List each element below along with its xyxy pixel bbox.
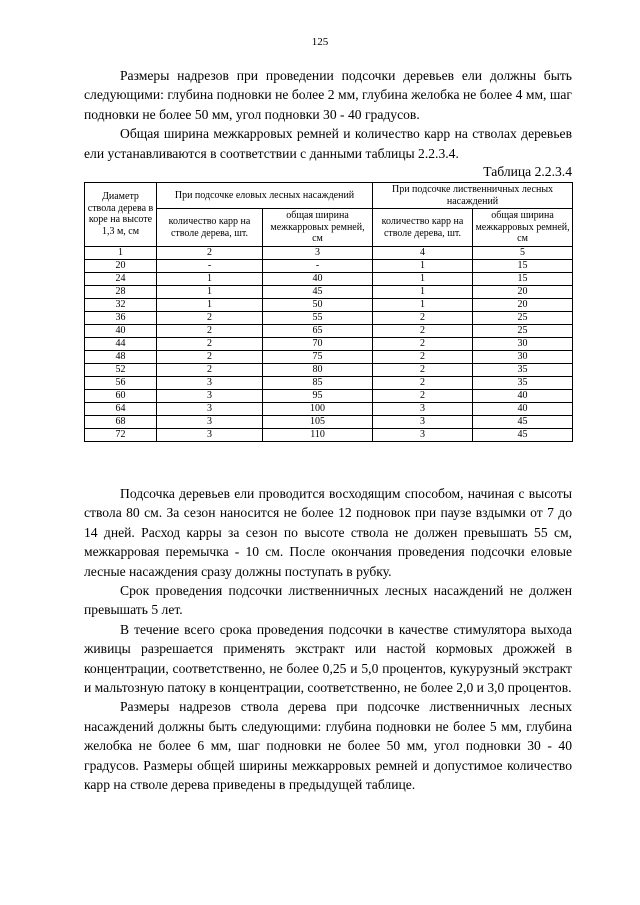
cell-diameter: 60	[85, 389, 157, 402]
cell-diameter: 24	[85, 272, 157, 285]
cell-diameter: 52	[85, 363, 157, 376]
paragraph-spruce-method: Подсочка деревьев ели проводится восходящим способом, начиная с высоты ствола 80 см. За сезон наносится не более 12 подновок при паузе вздымки от 7 до 14 дней. Расход карры за сезон по высоте ствола не должен превышать 55 см, межкарровая перемычка - 10 см. После окончания проведения подсочки еловые лесные насаждения сразу должны поступать в рубку.	[84, 486, 572, 579]
cell-spruce-width: 110	[263, 428, 373, 441]
cell-larch-count: 2	[373, 324, 473, 337]
paragraph-table-reference: Общая ширина межкарровых ремней и количество карр на стволах деревьев ели устанавливаются в соответствии с данными таблицы 2.2.3.4.	[84, 126, 572, 161]
cell-diameter: 64	[85, 402, 157, 415]
cell-diameter: 68	[85, 415, 157, 428]
cell-diameter: 20	[85, 259, 157, 272]
cell-larch-count: 1	[373, 298, 473, 311]
column-number: 3	[263, 246, 373, 259]
table-row	[85, 402, 573, 415]
cell-diameter: 36	[85, 311, 157, 324]
cell-larch-width: 45	[473, 428, 573, 441]
table-row	[85, 376, 573, 389]
cell-larch-count: 2	[373, 350, 473, 363]
cell-larch-count: 3	[373, 415, 473, 428]
cell-spruce-width: 85	[263, 376, 373, 389]
table-row	[85, 428, 573, 441]
cell-diameter: 44	[85, 337, 157, 350]
cell-larch-count: 1	[373, 272, 473, 285]
cell-larch-width: 35	[473, 363, 573, 376]
cell-spruce-count: 3	[157, 376, 263, 389]
page-number: 125	[311, 36, 329, 48]
cell-spruce-width: 55	[263, 311, 373, 324]
paragraph-incision-sizes-larch: Размеры надрезов ствола дерева при подсочке лиственничных лесных насаждений должны быть следующими: глубина подновки не более 5 мм, глубина желобка не более 6 мм, шаг подновки не более 50 мм, угол подновки 30 - 40 градусов. Размеры общей ширины межкарровых ремней и допустимое количество карр на стволе дерева приведены в предыдущей таблице.	[84, 699, 572, 793]
column-number: 2	[157, 246, 263, 259]
cell-spruce-count: 3	[157, 415, 263, 428]
cell-spruce-count: 1	[157, 298, 263, 311]
cell-larch-width: 15	[473, 259, 573, 272]
table-row	[85, 415, 573, 428]
table-row	[85, 389, 573, 402]
cell-spruce-count: 3	[157, 428, 263, 441]
header-spruce-width: общая ширина межкарровых ремней, см	[263, 209, 373, 247]
table-row	[85, 298, 573, 311]
cell-larch-width: 25	[473, 311, 573, 324]
header-larch-group: При подсочке лиственничных лесных насаждений	[373, 183, 573, 209]
cell-larch-count: 2	[373, 337, 473, 350]
cell-spruce-count: 1	[157, 285, 263, 298]
cell-spruce-width: 40	[263, 272, 373, 285]
table-row	[85, 285, 573, 298]
cell-spruce-width: 75	[263, 350, 373, 363]
cell-larch-width: 30	[473, 337, 573, 350]
cell-larch-width: 25	[473, 324, 573, 337]
table-row	[85, 324, 573, 337]
cell-larch-count: 2	[373, 363, 473, 376]
header-larch-width: общая ширина межкарровых ремней, см	[473, 209, 573, 247]
cell-spruce-width: -	[263, 259, 373, 272]
header-diameter: Диаметр ствола дерева в коре на высоте 1,3 м, см	[85, 183, 157, 247]
cell-spruce-width: 65	[263, 324, 373, 337]
cell-diameter: 40	[85, 324, 157, 337]
paragraph-larch-term: Срок проведения подсочки лиственничных лесных насаждений не должен превышать 5 лет.	[84, 583, 572, 618]
cell-spruce-width: 50	[263, 298, 373, 311]
cell-larch-width: 15	[473, 272, 573, 285]
body-text	[84, 484, 572, 795]
cell-diameter: 72	[85, 428, 157, 441]
cell-spruce-count: -	[157, 259, 263, 272]
table-row	[85, 337, 573, 350]
cell-larch-width: 45	[473, 415, 573, 428]
cell-spruce-count: 3	[157, 389, 263, 402]
table-row	[85, 363, 573, 376]
cell-larch-count: 2	[373, 311, 473, 324]
cell-larch-width: 40	[473, 402, 573, 415]
cell-spruce-width: 70	[263, 337, 373, 350]
cell-spruce-count: 2	[157, 311, 263, 324]
paragraph-incision-sizes-spruce: Размеры надрезов при проведении подсочки деревьев ели должны быть следующими: глубина подновки не более 2 мм, глубина желобка не более 4 мм, шаг подновки не более 50 мм, угол подновки 30 - 40 градусов.	[84, 68, 572, 122]
column-number: 4	[373, 246, 473, 259]
intro-text	[84, 66, 572, 163]
cell-larch-count: 1	[373, 285, 473, 298]
cell-diameter: 56	[85, 376, 157, 389]
table-row	[85, 259, 573, 272]
cell-spruce-width: 45	[263, 285, 373, 298]
column-number: 5	[473, 246, 573, 259]
cell-spruce-width: 95	[263, 389, 373, 402]
table-caption: Таблица 2.2.3.4	[483, 164, 572, 179]
cell-larch-width: 35	[473, 376, 573, 389]
cell-larch-count: 3	[373, 428, 473, 441]
cell-spruce-count: 3	[157, 402, 263, 415]
cell-spruce-count: 2	[157, 363, 263, 376]
cell-larch-width: 20	[473, 285, 573, 298]
table-row	[85, 350, 573, 363]
cell-larch-count: 2	[373, 376, 473, 389]
cell-larch-count: 2	[373, 389, 473, 402]
cell-spruce-count: 1	[157, 272, 263, 285]
header-larch-count: количество карр на стволе дерева, шт.	[373, 209, 473, 247]
cell-diameter: 28	[85, 285, 157, 298]
cell-spruce-width: 80	[263, 363, 373, 376]
cell-diameter: 32	[85, 298, 157, 311]
cell-diameter: 48	[85, 350, 157, 363]
cell-larch-width: 30	[473, 350, 573, 363]
tapping-parameters-table	[84, 182, 573, 442]
cell-larch-width: 20	[473, 298, 573, 311]
cell-larch-width: 40	[473, 389, 573, 402]
cell-larch-count: 1	[373, 259, 473, 272]
paragraph-stimulants: В течение всего срока проведения подсочки в качестве стимулятора выхода живицы разрешается применять экстракт или настой кормовых дрожжей в концентрации, соответственно, не более 0,25 и 5,0 процентов, кукурузный экстракт и мальтозную патоку в концентрации, соответственно, не более 2,0 и 3,0 процентов.	[84, 621, 572, 696]
cell-spruce-count: 2	[157, 337, 263, 350]
cell-spruce-width: 105	[263, 415, 373, 428]
cell-spruce-count: 2	[157, 350, 263, 363]
column-number-row	[85, 246, 573, 259]
table-body	[85, 246, 573, 441]
column-number: 1	[85, 246, 157, 259]
header-spruce-count: количество карр на стволе дерева, шт.	[157, 209, 263, 247]
cell-spruce-width: 100	[263, 402, 373, 415]
header-spruce-group: При подсочке еловых лесных насаждений	[157, 183, 373, 209]
table-row	[85, 311, 573, 324]
cell-spruce-count: 2	[157, 324, 263, 337]
cell-larch-count: 3	[373, 402, 473, 415]
table-row	[85, 272, 573, 285]
